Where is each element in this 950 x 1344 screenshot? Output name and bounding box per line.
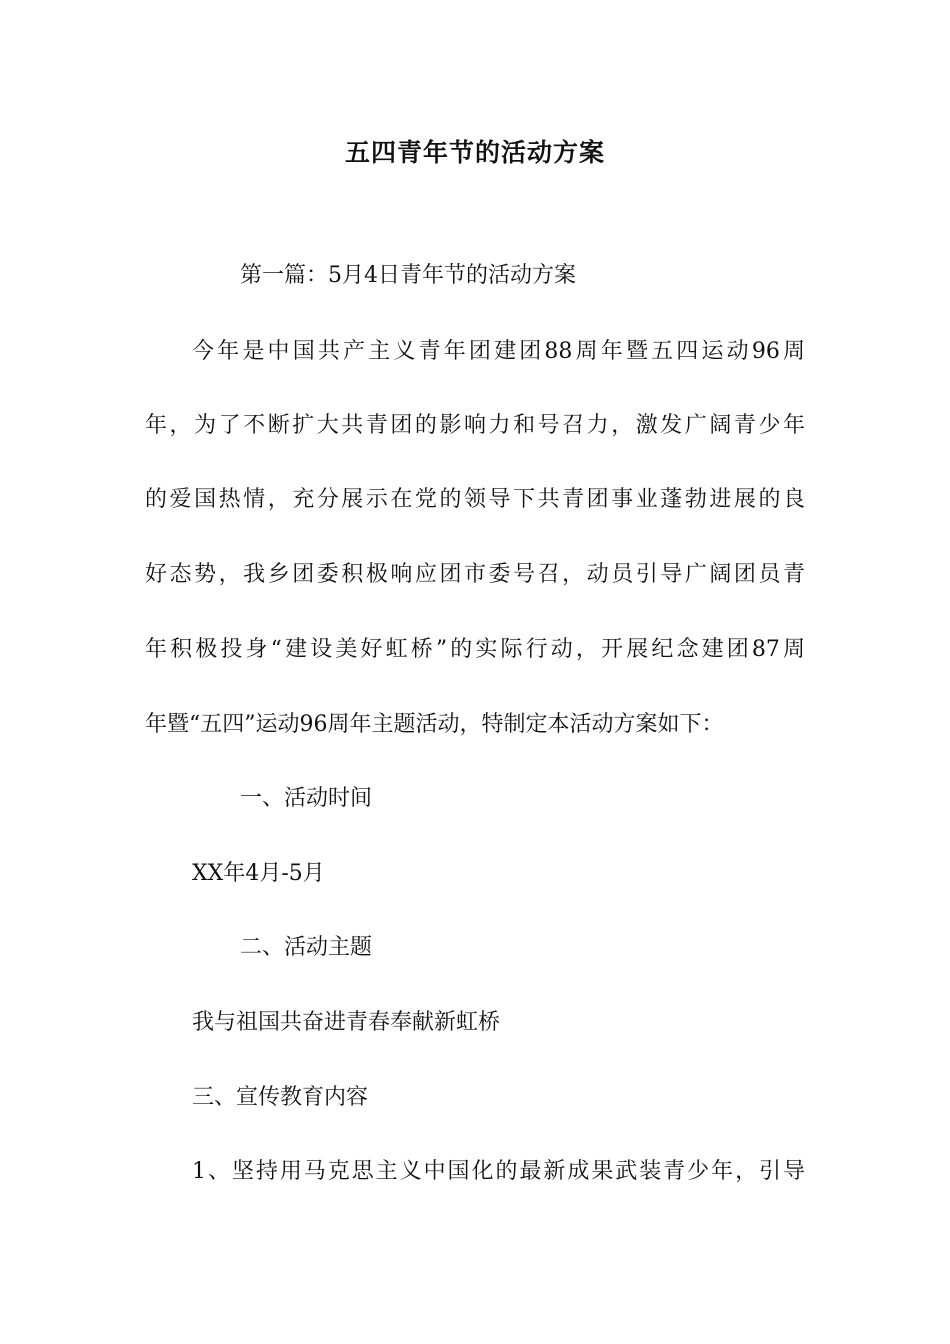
intro-line-1: 今年是中国共产主义青年团建团88周年暨五四运动96周 <box>192 339 805 364</box>
section-text-theme: 我与祖国共奋进青春奉献新虹桥 <box>192 1010 501 1035</box>
section-heading-time: 一、活动时间 <box>240 786 373 811</box>
intro-line-3: 的爱国热情，充分展示在党的领导下共青团事业蓬勃进展的良 <box>145 487 805 512</box>
section-text-time: XX年4月-5月 <box>192 861 325 886</box>
subtitle: 第一篇：5月4日青年节的活动方案 <box>240 263 576 288</box>
intro-line-6: 年暨“五四”运动96周年主题活动，特制定本活动方案如下： <box>145 712 724 737</box>
intro-line-5: 年积极投身“建设美好虹桥”的实际行动，开展纪念建团87周 <box>145 637 805 662</box>
document-title: 五四青年节的活动方案 <box>344 138 605 167</box>
section-heading-content: 三、宣传教育内容 <box>192 1085 369 1110</box>
section-heading-theme: 二、活动主题 <box>240 935 373 960</box>
intro-line-4: 好态势，我乡团委积极响应团市委号召，动员引导广阔团员青 <box>145 562 805 587</box>
intro-line-2: 年，为了不断扩大共青团的影响力和号召力，激发广阔青少年 <box>145 413 805 438</box>
content-item-1: 1、坚持用马克思主义中国化的最新成果武装青少年，引导 <box>192 1159 805 1184</box>
